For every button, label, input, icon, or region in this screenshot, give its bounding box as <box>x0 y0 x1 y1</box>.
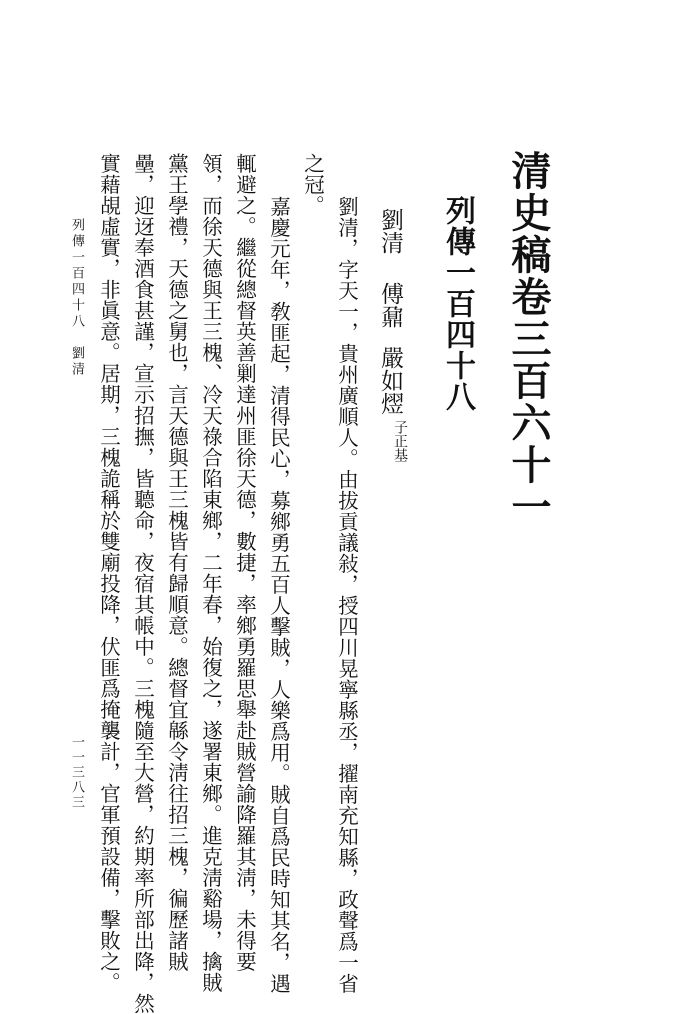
body-line-7: 壘，迎迓奉酒食甚謹，宣示招撫，皆聽命，夜宿其帳中。三槐隨至大營，約期率所部出降，然 <box>130 153 155 1014</box>
chapter-subtitle: 列傳一百四十八 <box>440 195 475 412</box>
biography-note: 子正基 <box>392 420 408 462</box>
biography-name-1: 劉清 <box>377 208 403 254</box>
biography-name-3: 嚴如熤 <box>377 346 403 415</box>
body-line-8: 實藉覘虛實，非眞意。居期，三槐詭稱於雙廟投降，伏匪爲掩襲計，官軍預設備，擊敗之。 <box>96 153 121 993</box>
body-line-6: 黨王學禮，天德之舅也，言天德與王三槐皆有歸順意。總督宜緜令淸往招三槐，徧歷諸賊 <box>164 153 189 972</box>
body-line-4: 輒避之。繼從總督英善剿達州匪徐天德，數捷，率鄉勇羅思舉赴賊營諭降羅其淸，未得要 <box>232 153 257 972</box>
body-line-3: 嘉慶元年，敎匪起，清得民心，募鄉勇五百人擊賊，人樂爲用。賊自爲民時知其名，遇 <box>266 196 291 994</box>
body-line-2: 之冠。 <box>300 153 325 216</box>
body-line-1: 劉清，字天一，貴州廣順人。由拔貢議敍，授四川晃寧縣丞，擢南充知縣，政聲爲一省 <box>334 196 359 994</box>
body-line-5: 領，而徐天德與王三槐、冷天祿合陷東鄉，二年春，始復之，遂署東鄉。進克淸谿場，擒賊 <box>198 153 223 993</box>
running-head: 列傳一百四十八 劉清 <box>69 218 84 378</box>
biography-name-2: 傅鼐 <box>377 282 403 328</box>
volume-title: 清史稿卷三百六十一 <box>505 150 552 528</box>
page-number: 一一三八三 <box>69 735 84 810</box>
